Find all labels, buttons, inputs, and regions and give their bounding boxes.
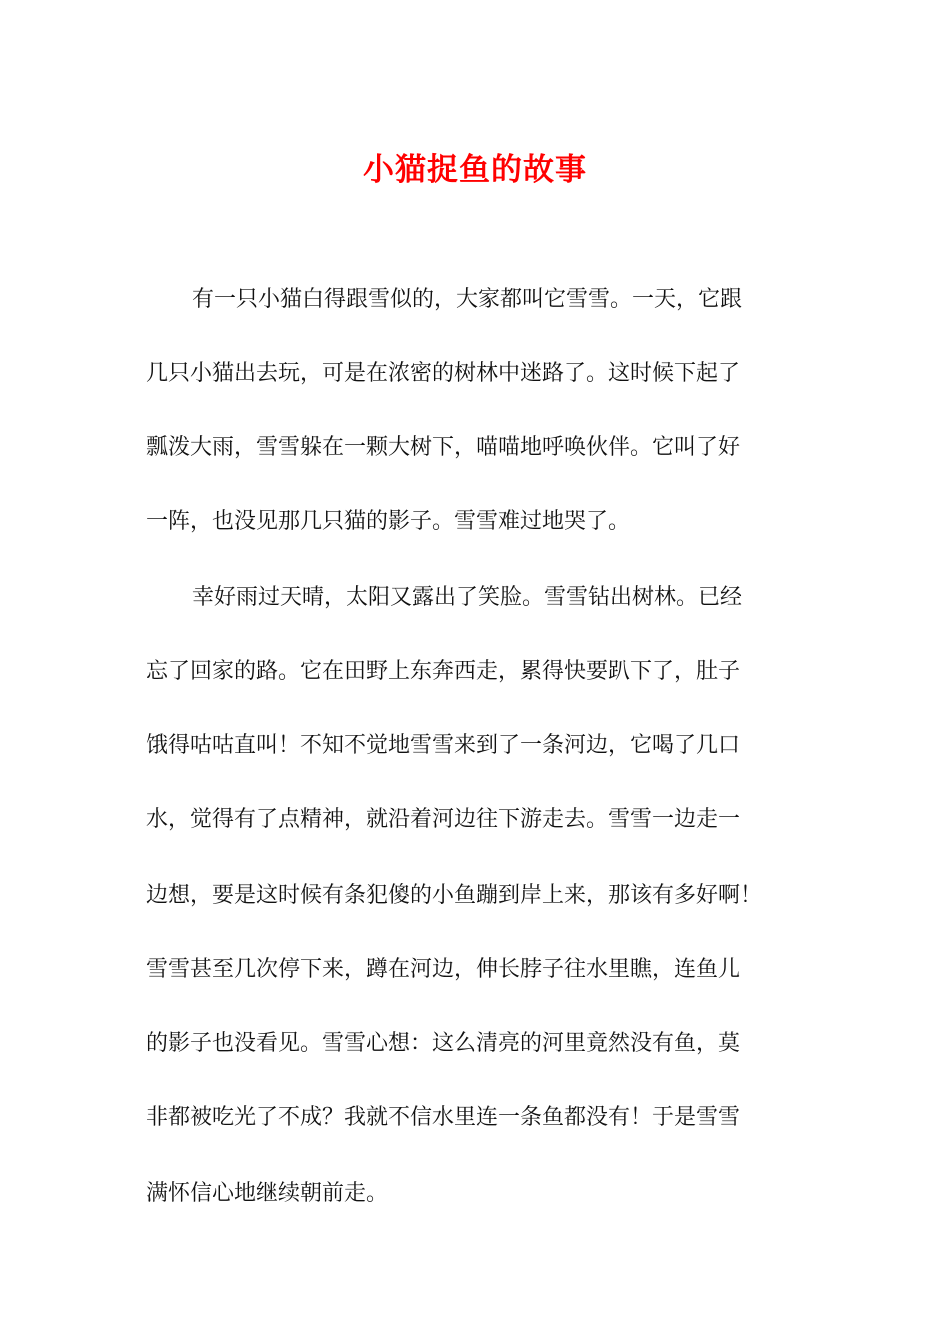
- paragraph-1-line-1: 有一只小猫白得跟雪似的，大家都叫它雪雪。一天，它跟: [192, 287, 743, 312]
- paragraph-1-line-4: 一阵，也没见那几只猫的影子。雪雪难过地哭了。: [146, 509, 631, 534]
- paragraph-2-line-5: 边想，要是这时候有条犯傻的小鱼蹦到岸上来，那该有多好啊！: [146, 883, 763, 908]
- paragraph-2-line-2: 忘了回家的路。它在田野上东奔西走，累得快要趴下了，肚子: [146, 659, 741, 684]
- paragraph-2-line-7: 的影子也没看见。雪雪心想：这么清亮的河里竟然没有鱼，莫: [146, 1031, 741, 1056]
- paragraph-2-line-3: 饿得咕咕直叫！不知不觉地雪雪来到了一条河边，它喝了几口: [146, 733, 741, 758]
- paragraph-2-line-8: 非都被吃光了不成？我就不信水里连一条鱼都没有！于是雪雪: [146, 1105, 741, 1130]
- paragraph-2-line-9: 满怀信心地继续朝前走。: [146, 1181, 389, 1206]
- paragraph-2-line-4: 水，觉得有了点精神，就沿着河边往下游走去。雪雪一边走一: [146, 807, 741, 832]
- paragraph-2-line-6: 雪雪甚至几次停下来，蹲在河边，伸长脖子往水里瞧，连鱼儿: [146, 957, 741, 982]
- paragraph-1-line-3: 瓢泼大雨，雪雪躲在一颗大树下，喵喵地呼唤伙伴。它叫了好: [146, 435, 741, 460]
- paragraph-2-line-1: 幸好雨过天晴，太阳又露出了笑脸。雪雪钻出树林。已经: [192, 585, 743, 610]
- paragraph-1-line-2: 几只小猫出去玩，可是在浓密的树林中迷路了。这时候下起了: [146, 361, 741, 386]
- document-title: 小猫捉鱼的故事: [363, 152, 587, 188]
